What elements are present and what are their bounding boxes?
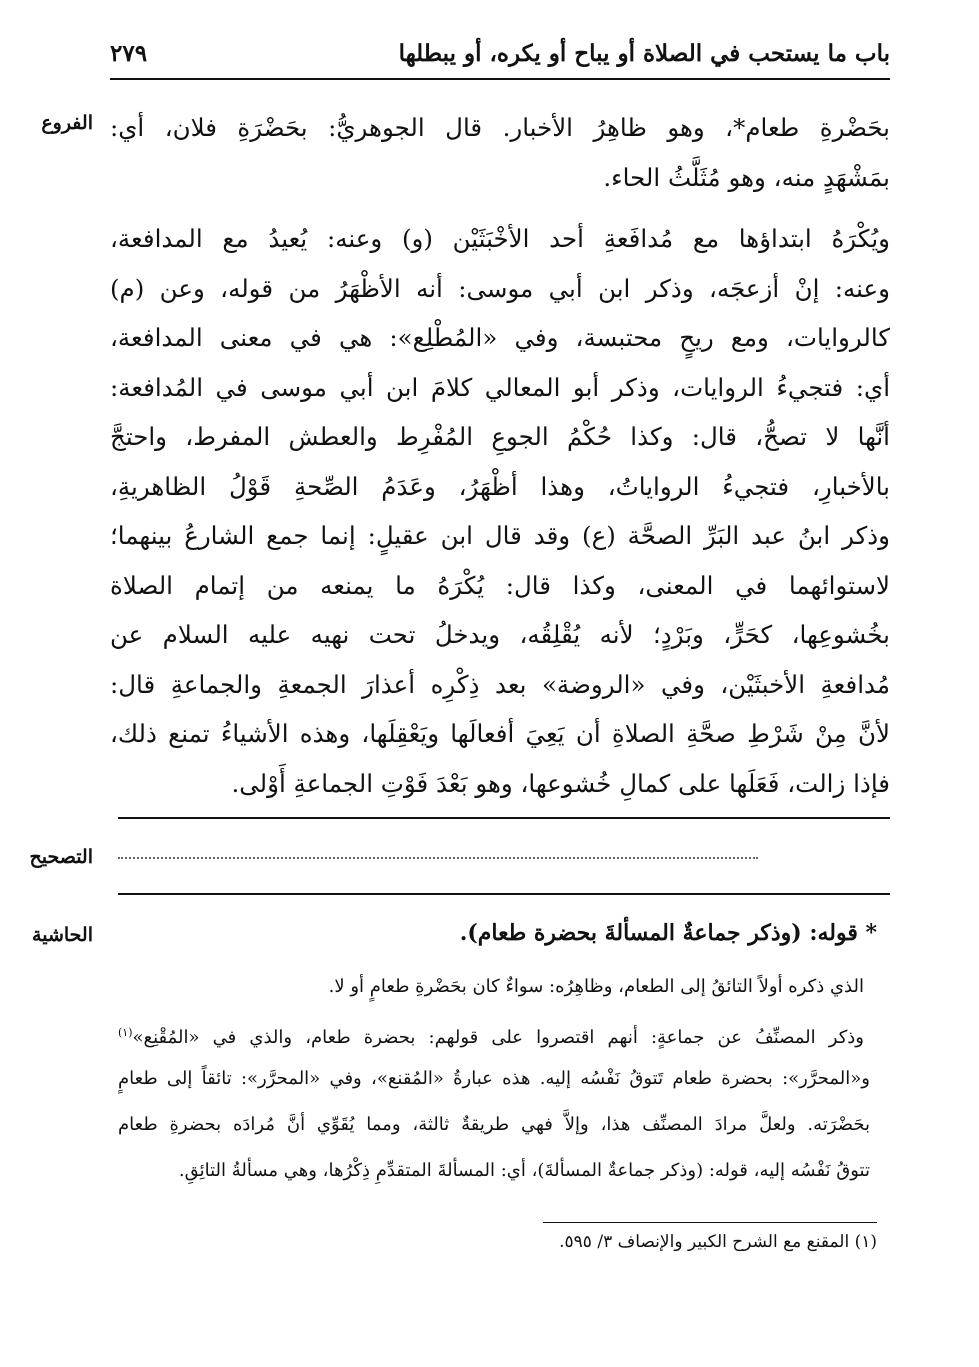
furu-line: أنَّها لا تصحُّ، قال: وكذا حُكْمُ الجوعِ المُفْرِط والعطش المفرط، واحتجَّ	[110, 422, 890, 451]
hashia-line-text: وذكر المصنِّفُ عن جماعةٍ: أنهم اقتصروا على قولهم: بحضرة طعام، والذي في «المُقْنِع»	[132, 1027, 864, 1048]
hashia-line	[118, 1010, 870, 1056]
furu-line: بمَشْهَدٍ منه، وهو مُثَلَّثُ الحاء.	[603, 162, 890, 192]
page-number: ٢٧٩	[110, 40, 148, 67]
hashia-line: و«المحرَّر»: بحضرة طعام تَتوقُ نَفْسُه إليه. هذه عبارةُ «المُقنع»، وفي «المحرَّر»: تائقاً إلى طعامٍ	[118, 1068, 870, 1089]
section-rule-bottom	[118, 893, 890, 895]
furu-text-block	[110, 103, 890, 808]
hashia-line: تتوقُ نَفْسُه إليه، قوله: (وذكر جماعةٌ المسألةَ)، أي: المسألةَ المتقدِّمِ ذِكْرُها، وهي مسألةُ التائِقِ.	[178, 1160, 870, 1181]
furu-line: مُدافعةِ الأخبثَيْن، وفي «الروضة» بعد ذِكْرِه أعذارَ الجمعةِ والجماعةِ قال:	[110, 669, 890, 699]
running-header	[110, 40, 890, 80]
furu-line: فإذا زالت، فَعَلَها على كمالِ خُشوعها، وهو بَعْدَ فَوْتِ الجماعةِ أَوْلى.	[231, 768, 890, 798]
hashia-line: بحَضْرَته. ولعلَّ مرادَ المصنِّف هذا، وإلاَّ فهي طريقةٌ ثالثة، ومما يُقَوِّي أنَّ مُرادَه بحضرةِ طعام	[118, 1114, 870, 1135]
furu-line: بالأخبارِ، فتجيءُ الرواياتُ، وهذا أظْهَرُ، وعَدَمُ الصِّحةِ قَوْلُ الظاهريةِ،	[110, 471, 890, 501]
footnote: (١) المقنع مع الشرح الكبير والإنصاف ٣/ ٥٩٥.	[559, 1232, 877, 1252]
furu-line: ويُكْرَهُ ابتداؤها مع مُدافَعةِ أحد الأخْبَثَيْن (و) وعنه: يُعيدُ مع المدافعة،	[110, 224, 890, 253]
furu-line: أي: فتجيءُ الروايات، وذكر أبو المعالي كلامَ ابن أبي موسى في المُدافعة:	[110, 372, 890, 402]
hashia-heading: * قوله: (وذكر جماعةٌ المسألةَ بحضرة طعام).	[459, 920, 877, 946]
furu-line: وذكر ابنُ عبد البَرِّ الصحَّة (ع) وقد قال ابن عقيلٍ: إنما جمع الشارعُ بينهما؛	[110, 521, 890, 550]
section-rule-top	[118, 817, 890, 819]
tashih-dotted-line	[118, 857, 758, 859]
footnote-marker: (١)	[118, 1026, 133, 1039]
hashia-line: الذي ذكره أولاً التائقُ إلى الطعام، وظاهِرُه: سواءٌ كان بحَضْرةِ طعامٍ أو لا.	[328, 976, 864, 997]
furu-line: لأنَّ مِنْ شَرْطِ صحَّةِ الصلاةِ أن يَعِيَ أفعالَها ويَعْقِلَها، وهذه الأشياءُ تمنع ذلك،	[110, 719, 890, 748]
furu-line: بخُشوعِها، كحَرٍّ، وبَرْدٍ؛ لأنه يُقْلِقُه، ويدخلُ تحت نهيه عليه السلام عن	[110, 620, 890, 649]
furu-line: كالروايات، ومع ريحٍ محتبسة، وفي «المُطْلِع»: هي في معنى المدافعة،	[110, 323, 890, 352]
furu-line: لاستوائهما في المعنى، وكذا قال: يُكْرَهُ ما يمنعه من إتمام الصلاة	[110, 570, 890, 600]
footnote-rule	[543, 1222, 877, 1223]
margin-label-hashia: الحاشية	[32, 924, 93, 946]
furu-line: بحَضْرةِ طعام*، وهو ظاهِرُ الأخبار. قال الجوهريُّ: بحَضْرَةِ فلان، أي:	[110, 113, 890, 142]
margin-label-tashih: التصحيح	[29, 846, 93, 868]
header-title: باب ما يستحب في الصلاة أو يباح أو يكره، أو يبطلها	[398, 40, 890, 67]
hashia-text-block	[118, 964, 870, 1194]
margin-label-furu: الفروع	[41, 112, 93, 134]
furu-line: وعنه: إنْ أزعجَه، وذكر ابن أبي موسى: أنه الأظْهَرُ من قوله، وعن (م)	[110, 273, 890, 303]
header-rule	[110, 78, 890, 80]
